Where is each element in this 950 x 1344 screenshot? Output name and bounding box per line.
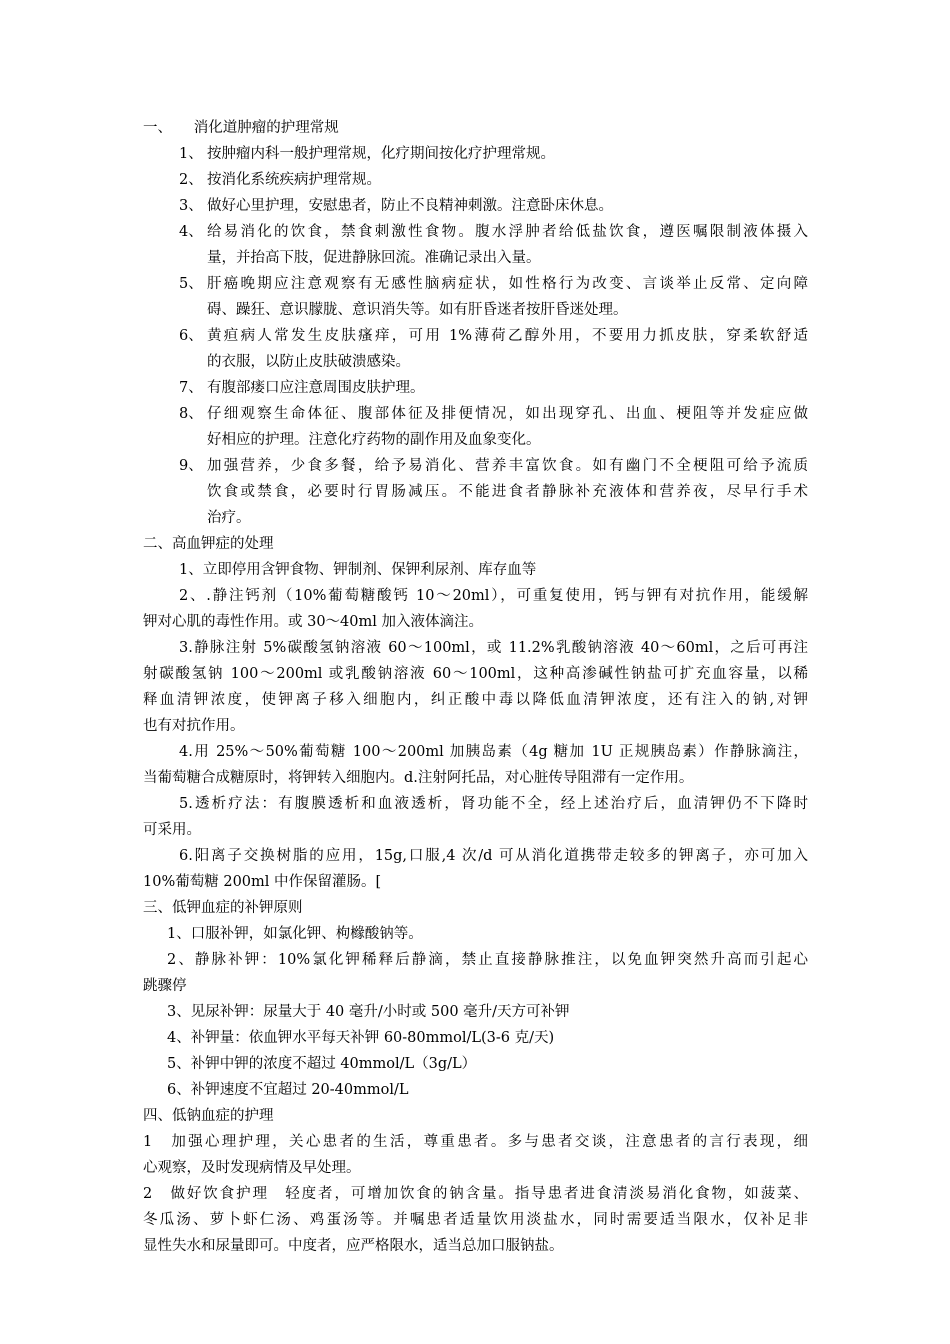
item-number: 6、 [179,328,203,344]
list-item [179,323,808,375]
section-title: 一、 消化道肿瘤的护理常规 [143,120,339,136]
section-title: 四、低钠血症的护理 [143,1108,274,1124]
section-title: 三、低钾血症的补钾原则 [143,900,303,916]
paragraph-line: 跳骤停 [143,978,187,994]
paragraph-line: 4.用 25%～50%葡萄糖 100～200ml 加胰岛素（4g 糖加 1U 正规胰岛素）作静脉滴注， [179,744,808,760]
item-text: 黄疸病人常发生皮肤瘙痒，可用 1%薄荷乙醇外用，不要用力抓皮肤，穿柔软舒适 [207,328,808,344]
item-number: 3、 [179,198,203,214]
item-number: 9、 [179,458,203,474]
item-number: 7、 [179,380,203,396]
paragraph-line: 2、.静注钙剂（10%葡萄糖酸钙 10～20ml），可重复使用，钙与钾有对抗作用，能缓解 [179,588,808,604]
paragraph-line: 也有对抗作用。 [143,718,245,734]
hyperkalemia-paragraphs [143,557,808,895]
paragraph-line: 5.透析疗法：有腹膜透析和血液透析，肾功能不全，经上述治疗后，血清钾仍不下降时 [179,796,808,812]
item-text: 肝癌晚期应注意观察有无感性脑病症状，如性格行为改变、言谈举止反常、定向障 [207,276,808,292]
paragraph-line: 2 做好饮食护理 轻度者，可增加饮食的钠含量。指导患者进食清淡易消化食物，如菠菜、 [143,1186,808,1202]
paragraph-line: 6.阳离子交换树脂的应用，15g,口服,4 次/d 可从消化道携带走较多的钾离子，亦可加入 [179,848,808,864]
paragraph-line: 射碳酸氢钠 100～200ml 或乳酸钠溶液 60～100ml，这种高渗碱性钠盐可扩充血容量，以稀 [143,666,808,682]
hypokalemia-paragraphs [143,921,808,1103]
document-page [143,115,808,1259]
paragraph-line: 1 加强心理护理，关心患者的生活，尊重患者。多与患者交谈，注意患者的言行表现，细 [143,1134,808,1150]
paragraph-line: 可采用。 [143,822,201,838]
paragraph-line: 1、立即停用含钾食物、钾制剂、保钾利尿剂、库存血等 [179,562,537,578]
list-item [179,219,808,271]
item-text: 碍、躁狂、意识朦胧、意识消失等。如有肝昏迷者按肝昏迷处理。 [207,302,628,318]
paragraph-line: 钾对心肌的毒性作用。或 30～40ml 加入液体滴注。 [143,614,484,630]
item-text: 按消化系统疾病护理常规。 [207,172,381,188]
item-text: 好相应的护理。注意化疗药物的副作用及血象变化。 [207,432,541,448]
item-text: 做好心里护理，安慰患者，防止不良精神刺激。注意卧床休息。 [207,198,613,214]
item-text: 的衣服，以防止皮肤破溃感染。 [207,354,410,370]
item-text: 按肿瘤内科一般护理常规，化疗期间按化疗护理常规。 [207,146,555,162]
paragraph-line: 心观察，及时发现病情及早处理。 [143,1160,361,1176]
hyponatremia-paragraphs [143,1129,808,1259]
paragraph-line: 10%葡萄糖 200ml 中作保留灌肠。[ [143,874,382,890]
item-number: 4、 [179,224,203,240]
item-text: 饮食或禁食，必要时行胃肠减压。不能进食者静脉补充液体和营养夜，尽早行手术 [207,484,808,500]
nursing-list [143,141,808,531]
item-number: 1、 [179,146,203,162]
paragraph-line: 3.静脉注射 5%碳酸氢钠溶液 60～100ml，或 11.2%乳酸钠溶液 40～60ml，之后可再注 [179,640,808,656]
paragraph-line: 1、口服补钾，如氯化钾、枸橼酸钠等。 [167,926,423,942]
list-item [179,193,808,219]
item-text: 量，并抬高下肢，促进静脉回流。准确记录出入量。 [207,250,541,266]
item-text: 给易消化的饮食，禁食刺激性食物。腹水浮肿者给低盐饮食，遵医嘱限制液体摄入 [207,224,808,240]
paragraph-line: 6、补钾速度不宜超过 20-40mmol/L [167,1082,409,1098]
paragraph-line: 显性失水和尿量即可。中度者，应严格限水，适当总加口服钠盐。 [143,1238,564,1254]
list-item [179,375,808,401]
item-text: 仔细观察生命体征、腹部体征及排便情况，如出现穿孔、出血、梗阻等并发症应做 [207,406,808,422]
list-item [179,167,808,193]
paragraph-line: 释血清钾浓度，使钾离子移入细胞内，纠正酸中毒以降低血清钾浓度，还有注入的钠,对钾 [143,692,808,708]
item-number: 8、 [179,406,203,422]
item-text: 加强营养，少食多餐，给予易消化、营养丰富饮食。如有幽门不全梗阻可给予流质 [207,458,808,474]
paragraph-line: 2、静脉补钾：10%氯化钾稀释后静滴，禁止直接静脉推注，以免血钾突然升高而引起心 [167,952,808,968]
list-item [179,453,808,531]
paragraph-line: 当葡萄糖合成糖原时，将钾转入细胞内。d.注射阿托品，对心脏传导阻滞有一定作用。 [143,770,694,786]
list-item [179,271,808,323]
paragraph-line: 5、补钾中钾的浓度不超过 40mmol/L（3g/L） [167,1056,477,1072]
item-number: 5、 [179,276,203,292]
paragraph-line: 冬瓜汤、萝卜虾仁汤、鸡蛋汤等。并嘱患者适量饮用淡盐水，同时需要适当限水，仅补足非 [143,1212,808,1228]
list-item [179,141,808,167]
item-number: 2、 [179,172,203,188]
section-title: 二、高血钾症的处理 [143,536,274,552]
item-text: 治疗。 [207,510,251,526]
paragraph-line: 3、见尿补钾：尿量大于 40 毫升/小时或 500 毫升/天方可补钾 [167,1004,570,1020]
item-text: 有腹部瘘口应注意周围皮肤护理。 [207,380,425,396]
paragraph-line: 4、补钾量：依血钾水平每天补钾 60-80mmol/L(3-6 克/天) [167,1030,555,1046]
list-item [179,401,808,453]
